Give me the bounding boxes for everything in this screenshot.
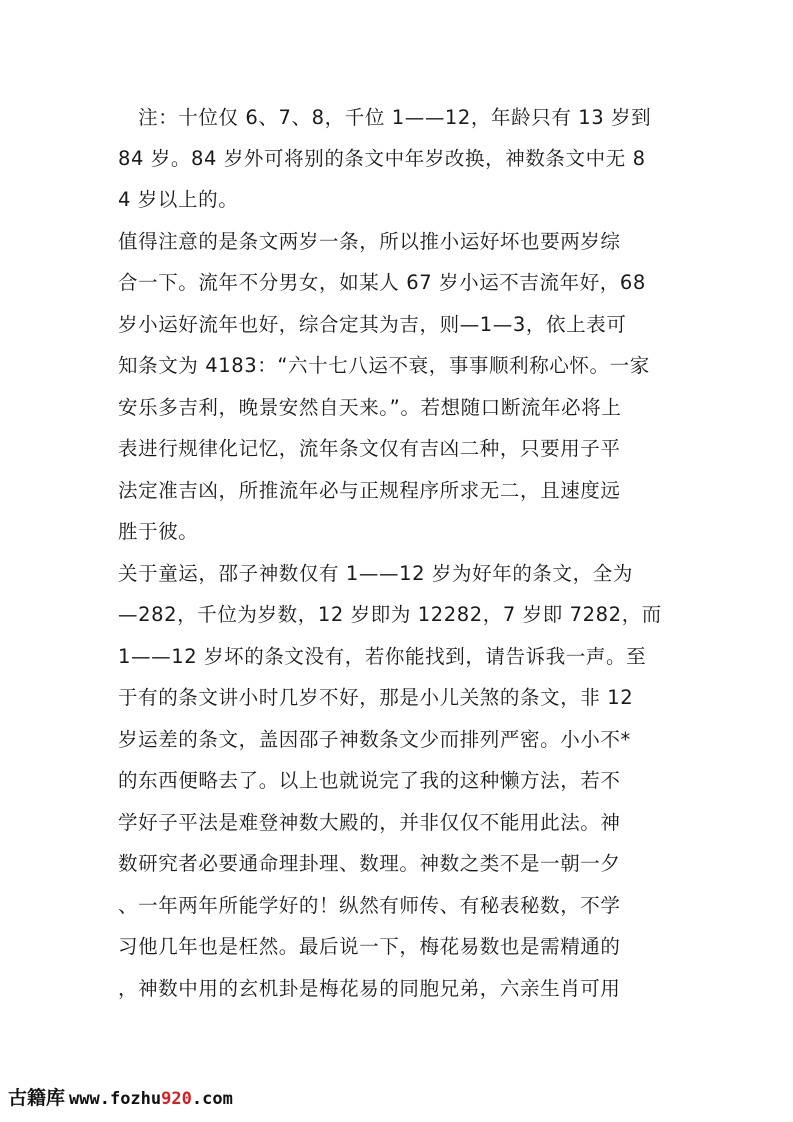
text-line-21: 习他几年也是枉然。最后说一下，梅花易数也是需精通的 — [118, 935, 621, 958]
text-line-6: 岁小运好流年也好，综合定其为吉，则—1—3，依上表可 — [118, 313, 627, 336]
text-line-8: 安乐多吉利，晚景安然自天来。”。若想随口断流年必将上 — [118, 396, 622, 419]
text-line-13: —282，千位为岁数，12 岁即为 12282，7 岁即 7282，而 — [118, 603, 662, 626]
footer-brand: 古籍库 — [8, 1087, 66, 1109]
text-line-18: 学好子平法是难登神数大殿的，并非仅仅不能用此法。神 — [118, 811, 621, 834]
text-line-4: 值得注意的是条文两岁一条，所以推小运好坏也要两岁综 — [118, 230, 621, 253]
text-line-16: 岁运差的条文，盖因邵子神数条文少而排列严密。小小不* — [118, 728, 631, 751]
text-line-14: 1——12 岁坏的条文没有，若你能找到，请告诉我一声。至 — [118, 645, 647, 668]
text-line-12: 关于童运，邵子神数仅有 1——12 岁为好年的条文，全为 — [118, 562, 633, 585]
text-line-5: 合一下。流年不分男女，如某人 67 岁小运不吉流年好，68 — [118, 271, 646, 294]
footer-watermark — [8, 1086, 233, 1111]
text-line-22: ，神数中用的玄机卦是梅花易的同胞兄弟，六亲生肖可用 — [118, 977, 621, 1000]
footer-url-number: 920 — [161, 1089, 192, 1109]
text-line-2: 84 岁。84 岁外可将别的条文中年岁改换，神数条文中无 8 — [118, 147, 646, 170]
text-line-17: 的东西便略去了。以上也就说完了我的这种懒方法，若不 — [118, 769, 621, 792]
text-line-20: 、一年两年所能学好的！纵然有师传、有秘表秘数，不学 — [118, 894, 621, 917]
text-line-7: 知条文为 4183：“六十七八运不衰，事事顺利称心怀。一家 — [118, 354, 650, 377]
footer-url-suffix: .com — [191, 1089, 233, 1109]
text-line-1: 注：十位仅 6、7、8，千位 1——12，年龄只有 13 岁到 — [118, 106, 652, 129]
text-line-10: 法定准吉凶，所推流年必与正规程序所求无二，且速度远 — [118, 479, 621, 502]
text-line-15: 于有的条文讲小时几岁不好，那是小儿关煞的条文，非 12 — [118, 686, 634, 709]
text-line-3: 4 岁以上的。 — [118, 188, 239, 211]
text-line-9: 表进行规律化记忆，流年条文仅有吉凶二种，只要用子平 — [118, 437, 621, 460]
text-line-19: 数研究者必要通命理卦理、数理。神数之类不是一朝一夕 — [118, 852, 621, 875]
text-line-11: 胜于彼。 — [118, 520, 199, 543]
footer-url-prefix: www.fozhu — [69, 1089, 162, 1109]
